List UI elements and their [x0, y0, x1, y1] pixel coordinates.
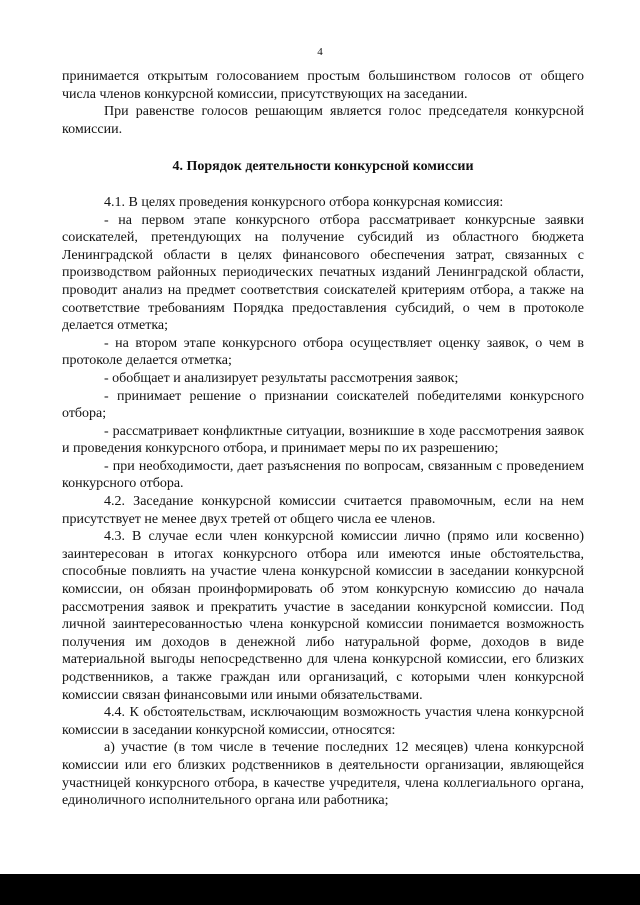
list-item: - принимает решение о признании соискателей победителями конкурсного отбора;	[62, 388, 584, 422]
paragraph: При равенстве голосов решающим является голос председателя конкурсной комиссии.	[62, 104, 584, 137]
paragraph: 4.4. К обстоятельствам, исключающим возможность участия члена конкурсной комиссии в заседании конкурсной комиссии, относятся:	[62, 705, 584, 738]
paragraph: 4.3. В случае если член конкурсной комиссии лично (прямо или косвенно) заинтересован в итогах конкурсного отбора или имеются иные обстоятельства, способные повлиять на участие члена конкурсной комиссии в заседании конкурсной комиссии, он обязан проинформировать об этом конкурсную комиссию до начала рассмотрения заявок и прекратить участие в заседании конкурсной комиссии. Под личной заинтересованностью члена конкурсной комиссии понимается возможность получения им доходов в денежной либо натуральной форме, доходов в виде материальной выгоды непосредственно для члена конкурсной комиссии, его близких родственников, а также граждан или организаций, с которыми член конкурсной комиссии связан финансовыми или иными обязательствами.	[62, 529, 584, 703]
list-item: - на первом этапе конкурсного отбора рассматривает конкурсные заявки соискателей, претендующих на получение субсидий из областного бюджета Ленинградской области в целях финансового обеспечения затрат, связанных с производством районных периодических печатных изданий Ленинградской области, проводит анализ на предмет соответствия соискателей критериям отбора, а также на соответствие требованиям Порядка предоставления субсидий, о чем в протоколе делается отметка;	[62, 212, 584, 334]
list-item: - на втором этапе конкурсного отбора осуществляет оценку заявок, о чем в протоколе делается отметка;	[62, 335, 584, 369]
list-item: - обобщает и анализирует результаты рассмотрения заявок;	[104, 370, 459, 386]
paragraph: принимается открытым голосованием простым большинством голосов от общего числа членов конкурсной комиссии, присутствующих на заседании.	[62, 69, 584, 102]
paragraph: 4.2. Заседание конкурсной комиссии считается правомочным, если на нем присутствует не менее двух третей от общего числа ее членов.	[62, 494, 584, 527]
list-item: - при необходимости, дает разъяснения по вопросам, связанным с проведением конкурсного отбора.	[62, 458, 584, 492]
paragraph: а) участие (в том числе в течение последних 12 месяцев) члена конкурсной комиссии или его близких родственников в деятельности организации, являющейся участницей конкурсного отбора, в качестве учредителя, члена коллегиального органа, единоличного исполнительного органа или работника;	[62, 740, 584, 809]
paragraph: 4.1. В целях проведения конкурсного отбора конкурсная комиссия:	[104, 194, 504, 210]
scan-border	[0, 874, 640, 905]
document-body	[62, 68, 584, 810]
section-heading: 4. Порядок деятельности конкурсной комиссии	[172, 159, 474, 175]
list-item: - рассматривает конфликтные ситуации, возникшие в ходе рассмотрения заявок и проведения конкурсного отбора, и принимает меры по их разрешению;	[62, 423, 584, 457]
page-number: 4	[317, 46, 323, 58]
